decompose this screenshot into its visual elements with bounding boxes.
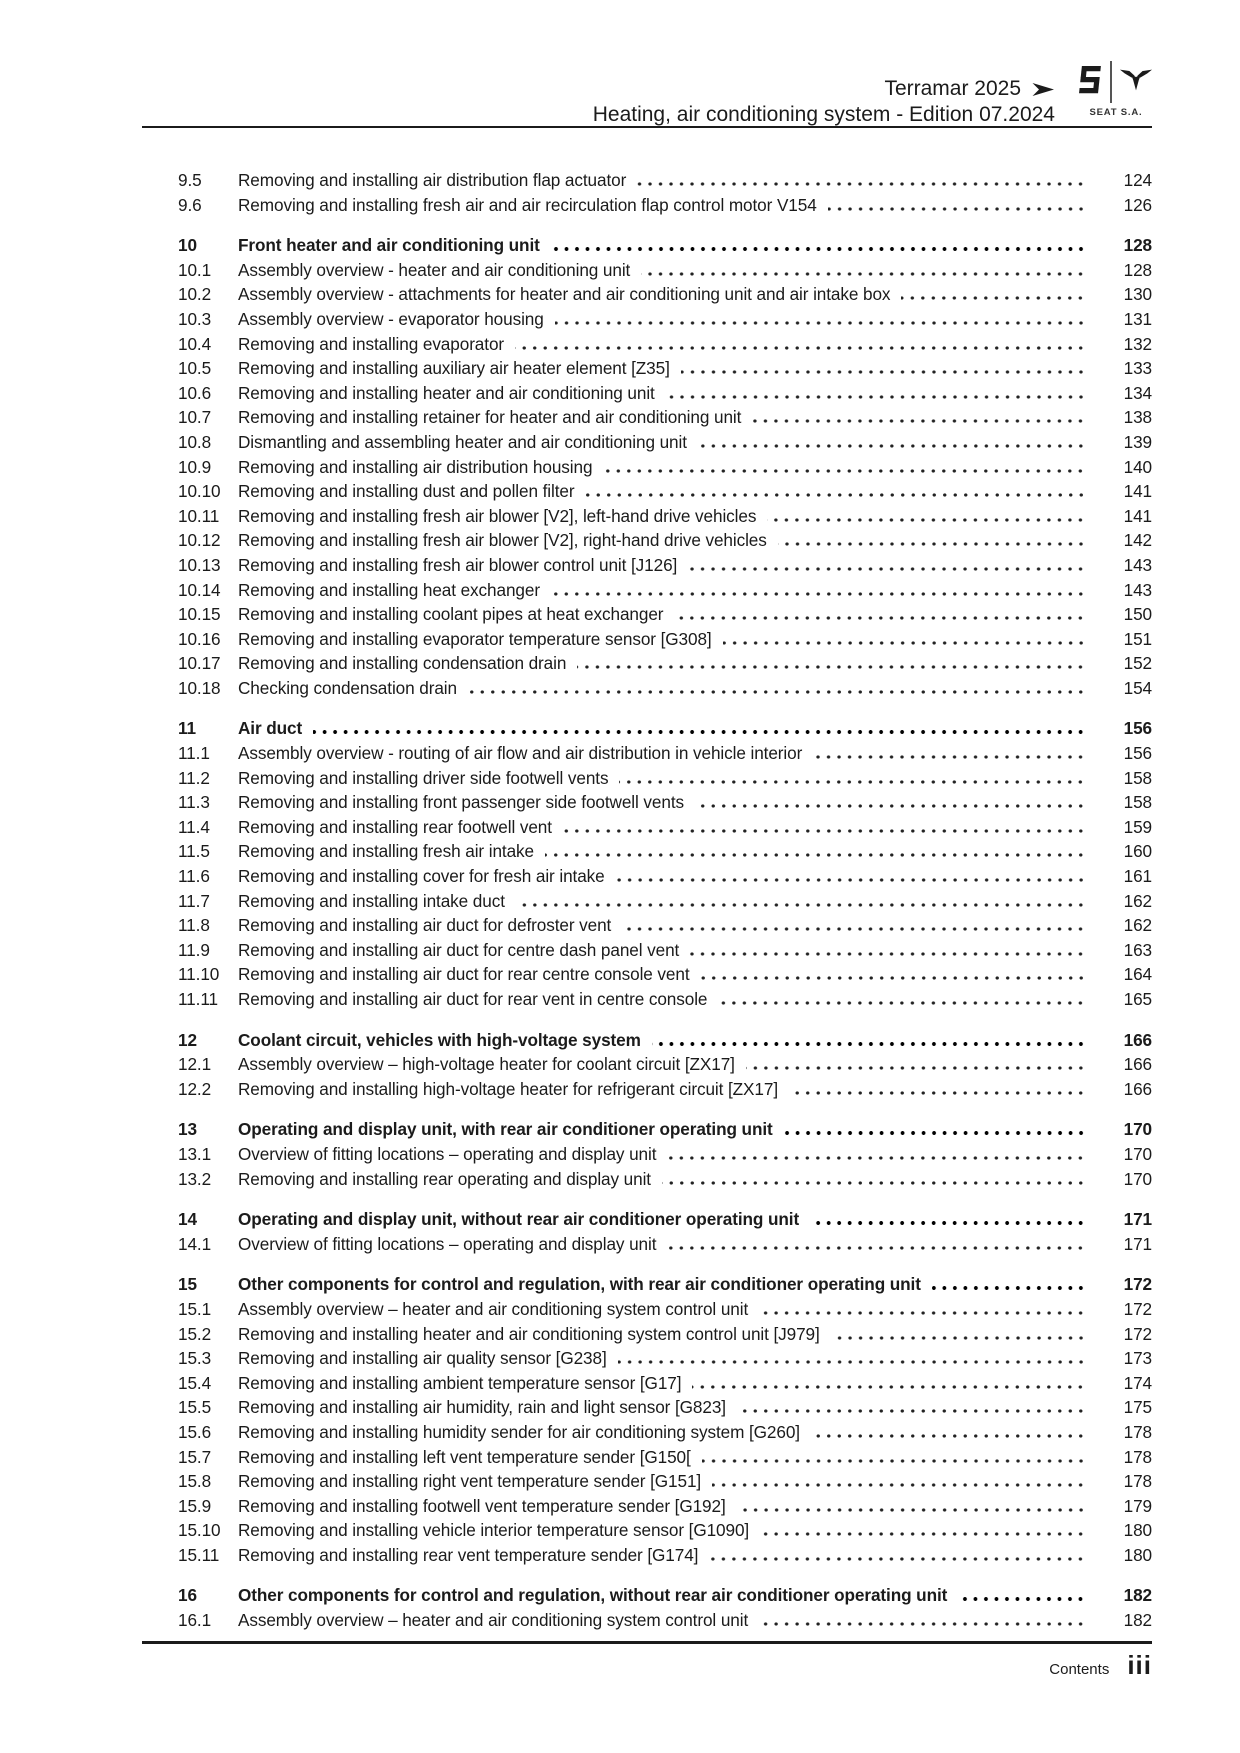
toc-entry-page: 180	[1123, 1544, 1152, 1565]
dot-leader	[702, 1459, 1086, 1463]
toc-entry-page: 170	[1123, 1168, 1152, 1189]
toc-row	[178, 356, 1152, 381]
toc-entry-page: 159	[1123, 816, 1152, 837]
toc-entry-page: 158	[1123, 792, 1152, 813]
toc-entry-number: 15.10	[178, 1520, 221, 1541]
toc-entry-number: 10.15	[178, 604, 221, 625]
toc-row	[178, 651, 1152, 676]
toc-entry-title: Removing and installing retainer for heater and air conditioning unit	[238, 407, 742, 428]
toc-entry-page: 156	[1123, 743, 1152, 764]
toc-entry-title: Removing and installing rear operating and display unit	[238, 1168, 651, 1189]
toc-row	[178, 1052, 1152, 1077]
toc-entry-page: 130	[1123, 284, 1152, 305]
toc-entry-page: 182	[1123, 1610, 1152, 1631]
toc-entry-page: 154	[1123, 677, 1152, 698]
toc-entry-page: 151	[1123, 628, 1152, 649]
dot-leader	[622, 927, 1086, 931]
toc-row	[178, 1395, 1152, 1420]
toc-row	[178, 1272, 1152, 1297]
toc-entry-title: Assembly overview – high-voltage heater for coolant circuit [ZX17]	[238, 1054, 735, 1075]
toc-entry-title: Removing and installing evaporator	[238, 333, 505, 354]
toc-entry-page: 160	[1123, 841, 1152, 862]
toc-entry-number: 11.5	[178, 841, 210, 862]
toc-entry-number: 15.8	[178, 1471, 212, 1492]
toc-row	[178, 1077, 1152, 1102]
dot-leader	[577, 665, 1086, 669]
toc-row	[178, 741, 1152, 766]
toc-entry-number: 10.11	[178, 505, 220, 526]
dot-leader	[667, 1246, 1086, 1250]
header-rule	[142, 126, 1152, 128]
toc-row	[178, 193, 1152, 218]
toc-entry-title: Removing and installing fresh air intake	[238, 841, 534, 862]
toc-entry-page: 182	[1123, 1585, 1152, 1606]
toc-entry-number: 15.1	[178, 1298, 212, 1319]
toc-entry-number: 13	[178, 1119, 197, 1140]
toc-entry-number: 15.3	[178, 1348, 212, 1369]
toc-entry-title: Dismantling and assembling heater and air conditioning unit	[238, 431, 687, 452]
toc-row	[178, 1469, 1152, 1494]
toc-row	[178, 1583, 1152, 1608]
dot-leader	[828, 207, 1086, 211]
dot-leader	[752, 419, 1086, 423]
toc-row	[178, 1322, 1152, 1347]
toc-entry-number: 14.1	[178, 1233, 212, 1254]
toc-entry-title: Removing and installing auxiliary air heater element [Z35]	[238, 358, 670, 379]
toc-entry-title: Operating and display unit, with rear air conditioner operating unit	[238, 1119, 773, 1140]
document-title: Heating, air conditioning system - Edition 07.2024	[592, 103, 1055, 126]
dot-leader	[637, 182, 1086, 186]
dot-leader	[551, 247, 1086, 251]
toc-row	[178, 381, 1152, 406]
toc-entry-page: 179	[1123, 1495, 1152, 1516]
dot-leader	[701, 976, 1086, 980]
toc-row	[178, 987, 1152, 1012]
toc-entry-page: 164	[1123, 964, 1152, 985]
toc-entry-number: 11.7	[178, 890, 210, 911]
toc-entry-title: Removing and installing left vent temperature sender [G150[	[238, 1446, 691, 1467]
toc-row	[178, 233, 1152, 258]
toc-list	[178, 168, 1152, 1633]
dot-leader	[681, 370, 1086, 374]
toc-entry-number: 10.13	[178, 554, 221, 575]
dot-leader	[586, 493, 1087, 497]
toc-row	[178, 716, 1152, 741]
dot-leader	[737, 1409, 1086, 1413]
toc-entry-number: 12	[178, 1029, 197, 1050]
toc-entry-title: Overview of fitting locations – operating and display unit	[238, 1233, 657, 1254]
toc-entry-page: 142	[1123, 530, 1152, 551]
toc-entry-number: 12.2	[178, 1078, 212, 1099]
toc-row	[178, 168, 1152, 193]
toc-entry-title: Removing and installing heater and air conditioning unit	[238, 382, 655, 403]
toc-row	[178, 1518, 1152, 1543]
header-model-line	[593, 76, 1055, 102]
toc-row	[178, 864, 1152, 889]
toc-entry-number: 11.11	[178, 989, 218, 1009]
toc-row	[178, 839, 1152, 864]
toc-entry-number: 10.18	[178, 677, 221, 698]
toc-entry-number: 10.8	[178, 431, 212, 452]
toc-row	[178, 1608, 1152, 1633]
cupra-logo-icon	[1119, 67, 1153, 98]
toc-entry-title: Removing and installing fresh air and air recirculation flap control motor V154	[238, 194, 817, 215]
toc-entry-title: Removing and installing evaporator temperature sensor [G308]	[238, 628, 712, 649]
toc-entry-page: 178	[1123, 1471, 1152, 1492]
toc-row	[178, 455, 1152, 480]
toc-entry-title: Assembly overview - routing of air flow and air distribution in vehicle interior	[238, 743, 803, 764]
toc-entry-title: Removing and installing heater and air conditioning system control unit [J979]	[238, 1323, 820, 1344]
toc-entry-title: Removing and installing vehicle interior temperature sensor [G1090]	[238, 1520, 750, 1541]
model-title: Terramar 2025	[884, 77, 1021, 100]
toc-row	[178, 332, 1152, 357]
toc-row	[178, 504, 1152, 529]
dot-leader	[563, 829, 1086, 833]
toc-entry-title: Removing and installing footwell vent temperature sender [G192]	[238, 1495, 726, 1516]
toc-entry-number: 12.1	[178, 1054, 212, 1075]
dot-leader	[810, 1221, 1086, 1225]
toc-entry-title: Assembly overview - heater and air conditioning unit	[238, 259, 631, 280]
toc-entry-page: 132	[1123, 333, 1152, 354]
footer-rule	[142, 1641, 1152, 1644]
toc-entry-title: Removing and installing humidity sender for air conditioning system [G260]	[238, 1421, 800, 1442]
toc-entry-number: 10.14	[178, 579, 221, 600]
toc-entry-number: 15.6	[178, 1421, 212, 1442]
toc-row	[178, 889, 1152, 914]
toc-entry-title: Checking condensation drain	[238, 677, 457, 698]
toc-row	[178, 913, 1152, 938]
toc-row	[178, 528, 1152, 553]
toc-entry-number: 13.1	[178, 1143, 212, 1164]
toc-entry-page: 162	[1123, 890, 1152, 911]
toc-entry-number: 15.7	[178, 1446, 212, 1467]
toc-entry-title: Removing and installing condensation drain	[238, 653, 567, 674]
toc-entry-number: 15.2	[178, 1323, 212, 1344]
toc-entry-page: 166	[1123, 1029, 1152, 1050]
toc-entry-number: 10.4	[178, 333, 212, 354]
toc-entry-title: Removing and installing front passenger side footwell vents	[238, 792, 685, 813]
dot-leader	[690, 952, 1086, 956]
brand-logos	[1076, 62, 1156, 102]
toc-row	[178, 1028, 1152, 1053]
toc-row	[178, 307, 1152, 332]
toc-row	[178, 430, 1152, 455]
toc-row	[178, 1297, 1152, 1322]
toc-entry-number: 11.1	[178, 743, 210, 764]
toc-row	[178, 282, 1152, 307]
toc-entry-page: 178	[1123, 1446, 1152, 1467]
toc-entry-number: 11	[178, 718, 196, 739]
toc-entry-title: Removing and installing air duct for defroster vent	[238, 915, 612, 936]
toc-entry-number: 10.5	[178, 358, 212, 379]
toc-row	[178, 1207, 1152, 1232]
toc-entry-number: 10.6	[178, 382, 212, 403]
toc-entry-page: 156	[1123, 718, 1152, 739]
dot-leader	[618, 1360, 1086, 1364]
toc-entry-title: Removing and installing right vent temperature sender [G151]	[238, 1471, 702, 1492]
toc-entry-title: Removing and installing air duct for rear centre console vent	[238, 964, 690, 985]
toc-entry-title: Operating and display unit, without rear air conditioner operating unit	[238, 1209, 800, 1230]
toc-entry-number: 14	[178, 1209, 197, 1230]
toc-entry-number: 11.9	[178, 939, 210, 960]
toc-entry-number: 15.11	[178, 1544, 220, 1565]
toc-entry-number: 10	[178, 235, 197, 256]
logo-divider	[1110, 61, 1112, 103]
toc-entry-title: Removing and installing intake duct	[238, 890, 505, 911]
toc-row	[178, 627, 1152, 652]
toc-entry-page: 161	[1123, 866, 1152, 887]
dot-leader	[759, 1622, 1086, 1626]
dot-leader	[688, 567, 1086, 571]
toc-entry-page: 171	[1123, 1209, 1152, 1230]
toc-entry-title: Removing and installing air duct for centre dash panel vent	[238, 939, 680, 960]
dot-leader	[737, 1508, 1086, 1512]
toc-entry-number: 10.17	[178, 653, 221, 674]
toc-row	[178, 602, 1152, 627]
toc-entry-number: 11.3	[178, 792, 210, 813]
toc-entry-title: Removing and installing air distribution flap actuator	[238, 170, 627, 190]
toc-entry-title: Removing and installing air humidity, rain and light sensor [G823]	[238, 1397, 726, 1418]
dot-leader	[468, 690, 1086, 694]
dot-leader	[692, 1385, 1086, 1389]
toc-row	[178, 962, 1152, 987]
dot-leader	[709, 1557, 1086, 1561]
toc-entry-page: 134	[1123, 382, 1152, 403]
dot-leader	[712, 1483, 1086, 1487]
dot-leader	[641, 272, 1086, 276]
toc-entry-page: 171	[1123, 1233, 1152, 1254]
toc-entry-page: 131	[1123, 308, 1152, 329]
dot-leader	[603, 469, 1086, 473]
toc-entry-title: Other components for control and regulation, without rear air conditioner operating unit	[238, 1585, 948, 1606]
toc-entry-number: 11.8	[178, 915, 210, 936]
toc-entry-title: Assembly overview – heater and air conditioning system control unit	[238, 1610, 749, 1631]
toc-row	[178, 405, 1152, 430]
toc-entry-page: 166	[1123, 1054, 1152, 1075]
toc-entry-page: 143	[1123, 554, 1152, 575]
toc-entry-page: 158	[1123, 767, 1152, 788]
toc-row	[178, 479, 1152, 504]
toc-entry-page: 172	[1123, 1323, 1152, 1344]
dot-leader	[666, 395, 1086, 399]
dot-leader	[616, 878, 1086, 882]
toc-entry-number: 9.5	[178, 170, 202, 190]
toc-entry-page: 172	[1123, 1274, 1152, 1295]
toc-entry-title: Removing and installing fresh air blower [V2], left-hand drive vehicles	[238, 505, 757, 526]
toc-row	[178, 1346, 1152, 1371]
toc-row	[178, 1543, 1152, 1568]
footer-page-number: iii	[1127, 1650, 1152, 1680]
toc-entry-title: Removing and installing fresh air blower control unit [J126]	[238, 554, 678, 575]
toc-entry-title: Removing and installing heat exchanger	[238, 579, 540, 600]
dot-leader	[760, 1532, 1086, 1536]
dot-leader	[674, 616, 1086, 620]
toc-entry-title: Coolant circuit, vehicles with high-voltage system	[238, 1029, 641, 1050]
toc-entry-title: Assembly overview - evaporator housing	[238, 308, 544, 329]
toc-entry-title: Removing and installing driver side footwell vents	[238, 767, 609, 788]
toc-entry-page: 140	[1123, 456, 1152, 477]
toc-entry-page: 141	[1123, 505, 1152, 526]
dot-leader	[759, 1311, 1086, 1315]
toc-entry-title: Removing and installing rear vent temperature sender [G174]	[238, 1544, 699, 1565]
dot-leader	[723, 641, 1086, 645]
toc-entry-title: Removing and installing air quality sensor [G238]	[238, 1348, 607, 1369]
toc-entry-title: Removing and installing ambient temperature sensor [G17]	[238, 1372, 682, 1393]
toc-row	[178, 1142, 1152, 1167]
toc-row	[178, 1117, 1152, 1142]
toc-entry-number: 11.2	[178, 767, 210, 788]
toc-entry-number: 15.5	[178, 1397, 212, 1418]
toc-entry-page: 128	[1123, 235, 1152, 256]
toc-entry-number: 10.7	[178, 407, 212, 428]
toc-entry-page: 138	[1123, 407, 1152, 428]
dot-leader	[767, 518, 1086, 522]
toc-entry-page: 172	[1123, 1298, 1152, 1319]
dot-leader	[718, 1001, 1086, 1005]
dot-leader	[619, 780, 1086, 784]
toc-entry-page: 133	[1123, 358, 1152, 379]
toc-entry-number: 13.2	[178, 1168, 212, 1189]
toc-row	[178, 790, 1152, 815]
page-footer	[142, 1650, 1152, 1681]
brand-block	[1076, 62, 1156, 118]
toc-entry-title: Removing and installing high-voltage heater for refrigerant circuit [ZX17]	[238, 1078, 779, 1099]
page-header	[593, 76, 1055, 128]
toc-entry-page: 139	[1123, 431, 1152, 452]
toc-entry-number: 11.4	[178, 816, 210, 837]
toc-entry-page: 170	[1123, 1143, 1152, 1164]
dot-leader	[551, 592, 1086, 596]
toc-entry-page: 173	[1123, 1348, 1152, 1369]
toc-entry-number: 10.10	[178, 481, 221, 502]
toc-entry-title: Removing and installing air distribution housing	[238, 456, 593, 477]
toc-entry-page: 126	[1123, 194, 1152, 215]
dot-leader	[516, 903, 1086, 907]
dot-leader	[784, 1131, 1086, 1135]
dot-leader	[778, 542, 1086, 546]
toc-row	[178, 1445, 1152, 1470]
toc-entry-page: 152	[1123, 653, 1152, 674]
dot-leader	[746, 1066, 1086, 1070]
toc-row	[178, 676, 1152, 701]
toc-row	[178, 1371, 1152, 1396]
dot-leader	[313, 730, 1086, 734]
toc-entry-title: Removing and installing dust and pollen filter	[238, 481, 575, 502]
dot-leader	[901, 296, 1086, 300]
dot-leader	[662, 1181, 1086, 1185]
toc-row	[178, 1420, 1152, 1445]
toc-entry-title: Removing and installing rear footwell vent	[238, 816, 552, 837]
toc-entry-number: 15.4	[178, 1372, 212, 1393]
toc-entry-number: 10.12	[178, 530, 221, 551]
dot-leader	[932, 1286, 1086, 1290]
toc-row	[178, 578, 1152, 603]
toc-entry-page: 124	[1123, 170, 1152, 190]
toc-entry-number: 10.3	[178, 308, 212, 329]
toc-row	[178, 1167, 1152, 1192]
dot-leader	[555, 321, 1086, 325]
toc-entry-number: 16	[178, 1585, 197, 1606]
toc-entry-number: 11.10	[178, 964, 220, 985]
toc-row	[178, 815, 1152, 840]
toc-entry-title: Assembly overview - attachments for heater and air conditioning unit and air intake box	[238, 284, 891, 305]
toc-entry-number: 10.1	[178, 259, 212, 280]
toc-entry-page: 162	[1123, 915, 1152, 936]
dot-leader	[695, 804, 1086, 808]
dot-leader	[789, 1091, 1086, 1095]
toc-entry-title: Air duct	[238, 718, 303, 739]
toc-entry-number: 16.1	[178, 1610, 212, 1631]
toc-entry-number: 11.6	[178, 866, 210, 887]
dot-leader	[958, 1597, 1086, 1601]
toc-entry-title: Front heater and air conditioning unit	[238, 235, 540, 256]
toc-entry-number: 9.6	[178, 194, 202, 215]
toc-entry-title: Other components for control and regulation, with rear air conditioner operating unit	[238, 1274, 921, 1295]
dot-leader	[545, 853, 1086, 857]
dot-leader	[811, 1434, 1086, 1438]
toc-entry-number: 15	[178, 1274, 197, 1295]
toc-entry-title: Removing and installing cover for fresh air intake	[238, 866, 605, 887]
toc-entry-page: 180	[1123, 1520, 1152, 1541]
toc-row	[178, 553, 1152, 578]
footer-contents-label: Contents	[1049, 1661, 1110, 1678]
toc-entry-number: 10.9	[178, 456, 212, 477]
toc-entry-page: 174	[1123, 1372, 1152, 1393]
toc-entry-page: 166	[1123, 1078, 1152, 1099]
toc-row	[178, 1494, 1152, 1519]
toc-entry-title: Overview of fitting locations – operating and display unit	[238, 1143, 657, 1164]
dot-leader	[831, 1336, 1086, 1340]
toc-row	[178, 1232, 1152, 1257]
toc-row	[178, 766, 1152, 791]
toc-row	[178, 258, 1152, 283]
toc-entry-page: 128	[1123, 259, 1152, 280]
dot-leader	[698, 444, 1086, 448]
toc-entry-page: 178	[1123, 1421, 1152, 1442]
toc-entry-page: 150	[1123, 604, 1152, 625]
toc-entry-page: 165	[1123, 989, 1152, 1009]
seat-logo-icon	[1079, 65, 1103, 100]
toc-entry-page: 175	[1123, 1397, 1152, 1418]
toc-entry-page: 170	[1123, 1119, 1152, 1140]
toc-entry-title: Removing and installing air duct for rear vent in centre console	[238, 989, 708, 1009]
toc-entry-title: Assembly overview – heater and air conditioning system control unit	[238, 1298, 749, 1319]
toc-entry-page: 163	[1123, 939, 1152, 960]
toc-entry-number: 10.16	[178, 628, 221, 649]
toc-entry-page: 141	[1123, 481, 1152, 502]
toc-entry-number: 15.9	[178, 1495, 212, 1516]
right-arrow-icon	[1031, 82, 1055, 97]
toc-entry-title: Removing and installing coolant pipes at heat exchanger	[238, 604, 664, 625]
toc-row	[178, 938, 1152, 963]
dot-leader	[515, 346, 1086, 350]
dot-leader	[813, 755, 1086, 759]
dot-leader	[652, 1042, 1086, 1046]
toc-entry-title: Removing and installing fresh air blower [V2], right-hand drive vehicles	[238, 530, 767, 551]
publisher-name: SEAT S.A.	[1089, 107, 1143, 118]
toc-entry-number: 10.2	[178, 284, 212, 305]
dot-leader	[667, 1156, 1086, 1160]
toc-entry-page: 143	[1123, 579, 1152, 600]
